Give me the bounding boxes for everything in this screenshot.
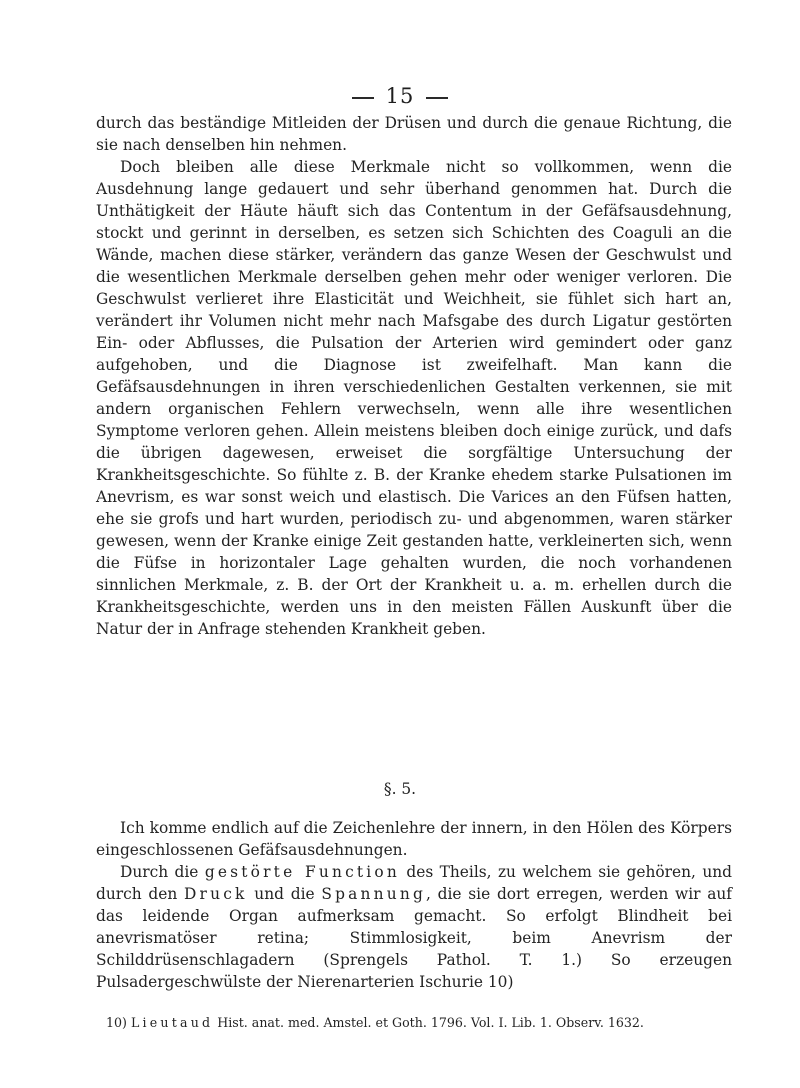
emphasis-gestoerte-function: gestörte Function	[204, 863, 400, 881]
p4-text-2: des Theils, zu welchem sie gehören, und durch den	[96, 863, 732, 903]
p4-text-3: und die	[247, 885, 322, 903]
footnote-author: Lieutaud	[130, 1015, 214, 1030]
header-dash-right	[426, 97, 448, 99]
paragraph-diagnosis: Doch bleiben alle diese Merkmale nicht so vollkommen, wenn die Ausdehnung lange gedauert und sehr überhand genommen hat. Durch die Unthätigkeit der Häute häuft sich das Contentum in der Gefäfsausdehnung, stockt und gerinnt in derselben, es setzen sich Schichten des Coaguli an die Wände, machen diese stärker, verändern das ganze Wesen der Geschwulst und die wesentlichen Merkmale derselben gehen mehr oder weniger verloren. Die Geschwulst verlieret ihre Elasticität und Weichheit, sie fühlet sich hart an, verändert ihr Volumen nicht mehr nach Mafsgabe des durch Ligatur gestörten Ein- oder Abflusses, die Pulsation der Arterien wird gemindert oder ganz aufgehoben, und die Diagnose ist zweifelhaft. Man kann die Gefäfsausdehnungen in ihren verschiedenlichen Gestalten verkennen, sie mit andern organischen Fehlern verwechseln, wenn alle ihre wesentlichen Symptome verloren gehen. Allein meistens bleiben doch einige zurück, und dafs die übrigen dagewesen, erweiset die sorgfältige Untersuchung der Krankheitsgeschichte. So fühlte z. B. der Kranke ehedem starke Pulsationen im Anevrism, es war sonst weich und elastisch. Die Varices an den Füfsen hatten, ehe sie grofs und hart wurden, periodisch zu- und abgenommen, waren stärker gewesen, wenn der Kranke einige Zeit gestanden hatte, verkleinerten sich, wenn die Füfse in horizontaler Lage gehalten wurden, die noch vorhandenen sinnlichen Merkmale, z. B. der Ort der Krankheit u. a. m. erhellen durch die Krankheitsgeschichte, werden uns in den meisten Fällen Auskunft über die Natur der in Anfrage stehenden Krankheit geben.	[96, 158, 732, 638]
page-header	[0, 84, 800, 108]
emphasis-spannung: Spannung	[321, 885, 427, 903]
p4-text-4: , die sie dort erregen, werden wir auf das leidende Organ aufmerksam gemacht. So erfolgt Blindheit bei anevrismatöser retina; Stimmlosigkeit, beim Anevrism der Schilddrüsenschlagadern (Sprengels Pathol. T. 1.) So erzeugen Pulsadergeschwülste der Nierenarterien Ischurie 10)	[96, 885, 732, 991]
footnote	[106, 1015, 746, 1031]
page-number: 15	[385, 84, 415, 108]
emphasis-druck: Druck	[184, 885, 248, 903]
footnote-text: Hist. anat. med. Amstel. et Goth. 1796. Vol. I. Lib. 1. Observ. 1632.	[213, 1015, 644, 1030]
header-dash-left	[352, 97, 374, 99]
p4-text-1: Durch die	[120, 863, 205, 881]
footnote-number: 10)	[106, 1015, 127, 1030]
paragraph-section-intro: Ich komme endlich auf die Zeichenlehre der innern, in den Hölen des Körpers eingeschlossenen Gefäfsausdehnungen.	[96, 819, 732, 859]
paragraph-function	[96, 861, 732, 993]
section-heading: §. 5.	[383, 780, 417, 798]
paragraph-continuation: durch das beständige Mitleiden der Drüsen und durch die genaue Richtung, die sie nach denselben hin nehmen.	[96, 114, 732, 154]
